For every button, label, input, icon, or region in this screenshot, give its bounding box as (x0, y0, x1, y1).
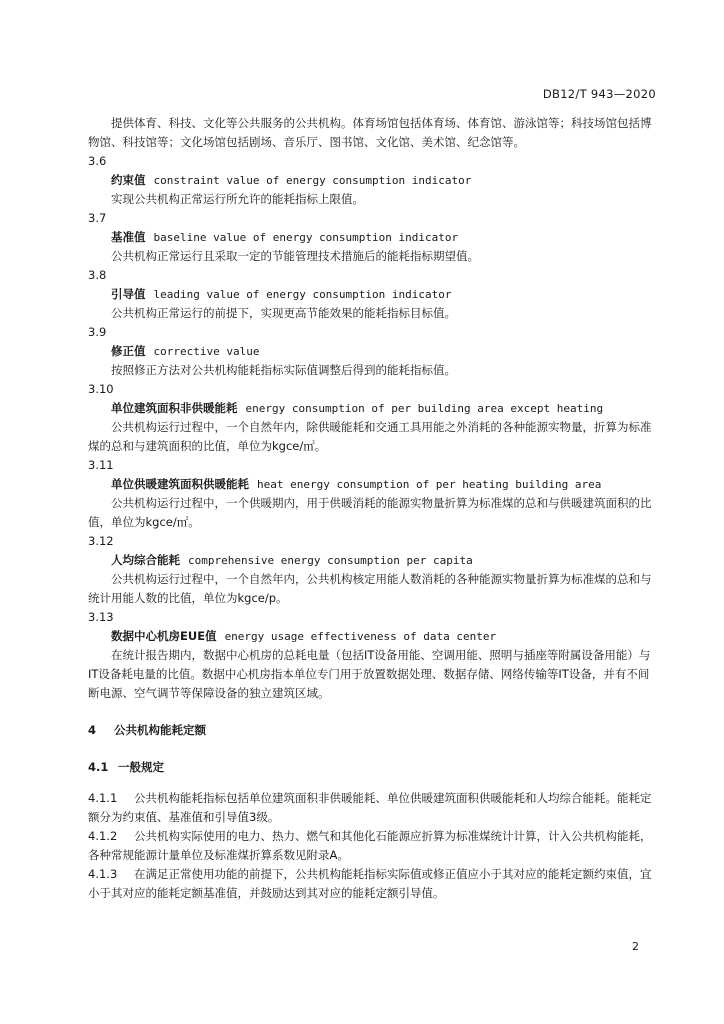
section-4-1-heading (88, 758, 658, 777)
term-number: 3.7 (88, 211, 107, 225)
term-title-en: constraint value of energy consumption indicator (153, 174, 472, 187)
term-number: 3.9 (88, 325, 107, 339)
header-standard-code: DB12/T 943—2020 (542, 87, 656, 101)
term-title-en: baseline value of energy consumption indicator (153, 231, 459, 244)
term-title-zh: 引导值 (111, 287, 146, 301)
section-number: 4 (88, 723, 97, 737)
term-3-6 (88, 152, 658, 209)
section-4-heading (88, 721, 658, 740)
term-number: 3.10 (88, 382, 114, 396)
term-3-13 (88, 608, 658, 703)
term-definition: 公共机构运行过程中，一个供暖期内，用于供暖消耗的能源实物量折算为标准煤的总和与供暖建筑面积的比值，单位为kgce/㎡。 (88, 496, 652, 529)
clause-number: 4.1.3 (88, 867, 118, 881)
term-title-zh: 人均综合能耗 (111, 553, 180, 567)
term-number: 3.13 (88, 610, 114, 624)
term-title-en: comprehensive energy consumption per capita (188, 554, 473, 567)
term-definition: 实现公共机构正常运行所允许的能耗指标上限值。 (111, 192, 364, 206)
section-title: 公共机构能耗定额 (114, 723, 206, 737)
clause-4-1-2 (88, 827, 658, 865)
term-title-zh: 修正值 (111, 344, 146, 358)
term-3-9 (88, 323, 658, 380)
page-number: 2 (632, 940, 639, 953)
section-title: 一般规定 (118, 760, 164, 774)
term-3-10 (88, 380, 658, 456)
clause-4-1-1 (88, 789, 658, 827)
document-body (88, 114, 658, 903)
term-title-en: energy usage effectiveness of data center (224, 630, 497, 643)
clause-text: 在满足正常使用功能的前提下，公共机构能耗指标实际值或修正值应小于其对应的能耗定额约束值，宜小于其对应的能耗定额基准值，并鼓励达到其对应的能耗定额引导值。 (88, 867, 652, 900)
term-title-zh: 单位建筑面积非供暖能耗 (111, 401, 238, 415)
term-number: 3.8 (88, 268, 107, 282)
term-number: 3.12 (88, 534, 114, 548)
term-title-en: leading value of energy consumption indicator (153, 288, 452, 301)
term-title-zh: 单位供暖建筑面积供暖能耗 (111, 477, 249, 491)
term-number: 3.6 (88, 154, 107, 168)
term-definition: 公共机构正常运行且采取一定的节能管理技术措施后的能耗指标期望值。 (111, 249, 479, 263)
clause-text: 公共机构实际使用的电力、热力、燃气和其他化石能源应折算为标准煤统计计算，计入公共机构能耗，各种常规能源计量单位及标准煤折算系数见附录A。 (88, 829, 652, 862)
term-definition: 在统计报告期内，数据中心机房的总耗电量（包括IT设备用能、空调用能、照明与插座等附属设备用能）与IT设备耗电量的比值。数据中心机房指本单位专门用于放置数据处理、数据存储、网络传输等IT设备，并有不间断电源、空气调节等保障设备的独立建筑区域。 (88, 648, 651, 700)
term-definition: 公共机构运行过程中，一个自然年内，除供暖能耗和交通工具用能之外消耗的各种能源实物量，折算为标准煤的总和与建筑面积的比值，单位为kgce/㎡。 (88, 420, 652, 453)
term-number: 3.11 (88, 458, 114, 472)
term-3-12 (88, 532, 658, 608)
term-title-en: corrective value (153, 345, 260, 358)
clause-text: 公共机构能耗指标包括单位建筑面积非供暖能耗、单位供暖建筑面积供暖能耗和人均综合能耗。能耗定额分为约束值、基准值和引导值3级。 (88, 791, 652, 824)
term-3-7 (88, 209, 658, 266)
term-title-en: heat energy consumption of per heating building area (257, 478, 602, 491)
term-title-zh: 基准值 (111, 230, 146, 244)
term-title-zh: 约束值 (111, 173, 146, 187)
term-definition: 按照修正方法对公共机构能耗指标实际值调整后得到的能耗指标值。 (111, 363, 456, 377)
term-title-en: energy consumption of per building area except heating (245, 402, 604, 415)
term-3-8 (88, 266, 658, 323)
term-3-11 (88, 456, 658, 532)
clause-number: 4.1.1 (88, 791, 118, 805)
clause-4-1-3 (88, 865, 658, 903)
term-definition: 公共机构运行过程中，一个自然年内，公共机构核定用能人数消耗的各种能源实物量折算为标准煤的总和与统计用能人数的比值，单位为kgce/p。 (88, 572, 652, 605)
section-number: 4.1 (88, 760, 109, 774)
clause-number: 4.1.2 (88, 829, 118, 843)
intro-paragraph: 提供体育、科技、文化等公共服务的公共机构。体育场馆包括体育场、体育馆、游泳馆等；科技场馆包括博物馆、科技馆等；文化场馆包括剧场、音乐厅、图书馆、文化馆、美术馆、纪念馆等。 (88, 116, 652, 149)
term-definition: 公共机构正常运行的前提下，实现更高节能效果的能耗指标目标值。 (111, 306, 456, 320)
term-title-zh: 数据中心机房EUE值 (111, 629, 217, 643)
